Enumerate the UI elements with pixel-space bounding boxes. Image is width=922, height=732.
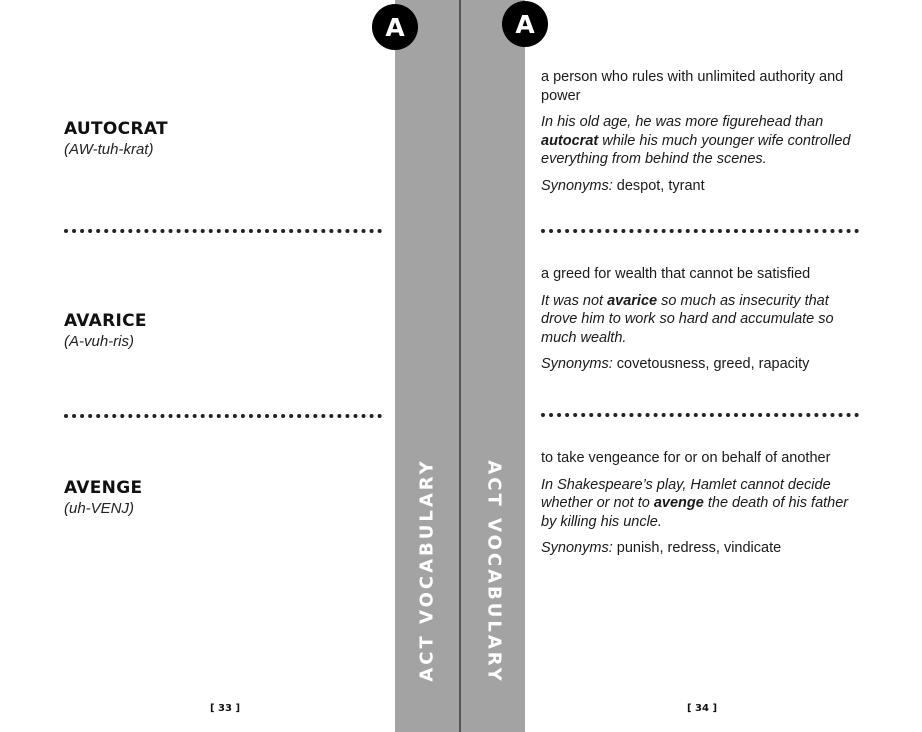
right-thumb-tab [461,0,525,732]
headword-title: AUTOCRAT [64,119,168,139]
example-sentence: It was not avarice so much as insecurity that drove him to work so hard and accumulate so much wealth. [541,292,834,346]
right-page [461,0,922,732]
headword-avarice [64,311,147,350]
headword-avenge [64,478,142,517]
headword-title: AVARICE [64,311,147,331]
synonyms [541,539,861,558]
synonyms-list: punish, redress, vindicate [616,540,782,556]
synonyms-list: covetousness, greed, rapacity [616,356,810,372]
synonyms-label: Synonyms: [541,177,613,194]
headword-autocrat [64,119,168,158]
right-letter-badge: A [502,1,548,47]
dotted-divider [541,413,859,417]
left-tab-label: ACT VOCABULARY [416,458,438,682]
definition: to take vengeance for or on behalf of another [541,450,831,466]
example-keyword: avenge [653,495,704,511]
right-tab-label: ACT VOCABULARY [483,460,505,684]
headword-pronunciation: (A-vuh-ris) [64,333,134,350]
page-number: [ 34 ] [687,703,718,714]
left-thumb-tab [395,0,459,732]
page-number: [ 33 ] [210,703,241,714]
synonyms-list: despot, tyrant [616,177,705,194]
headword-title: AVENGE [64,478,143,498]
synonyms-label: Synonyms: [541,540,613,556]
entry-avarice [541,265,861,382]
synonyms-label: Synonyms: [541,356,613,372]
definition: a person who rules with unlimited authority and power [541,69,844,104]
entry-autocrat [541,68,861,203]
left-letter-badge: A [372,4,418,50]
left-page [0,0,460,732]
definition: a greed for wealth that cannot be satisfied [541,266,811,282]
headword-pronunciation: (AW-tuh-krat) [64,141,154,158]
example-keyword: autocrat [541,132,599,149]
example-keyword: avarice [607,292,658,309]
example-sentence: In Shakespeare’s play, Hamlet cannot decide whether or not to avenge the death of his father by killing his uncle. [541,476,849,530]
dotted-divider [64,414,382,418]
synonyms [541,177,861,196]
synonyms [541,355,861,374]
dotted-divider [64,229,382,233]
entry-avenge [541,449,861,566]
dotted-divider [541,229,859,233]
example-sentence: In his old age, he was more figurehead than autocrat while his much younger wife controlled everything from behind the scenes. [541,114,851,167]
headword-pronunciation: (uh-VENJ) [64,500,135,517]
